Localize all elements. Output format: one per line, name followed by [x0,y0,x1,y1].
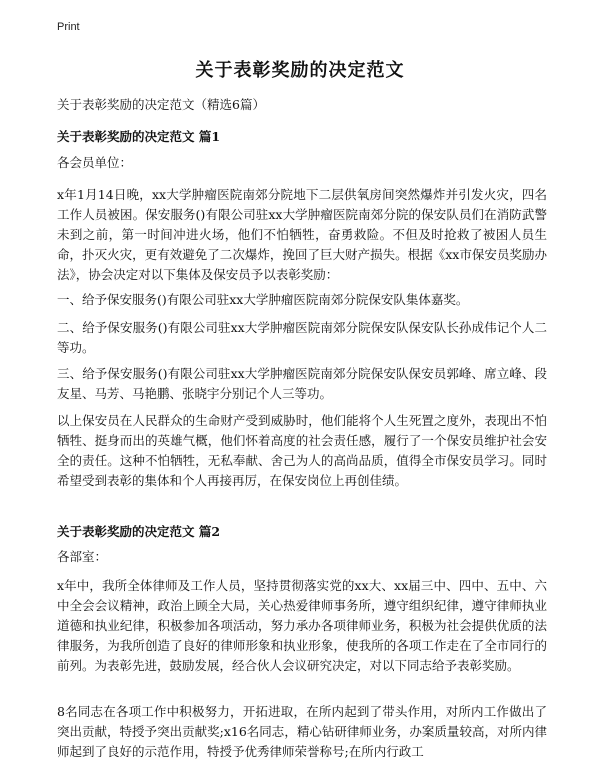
paragraph: x年中，我所全体律师及工作人员，坚持贯彻落实党的xx大、xx届三中、四中、五中、六中全会会议精神，政治上顾全大局，关心热爱律师事务所，遵守组织纪律，遵守律师执业道德和执业纪律，积极参加各项活动，努力承办各项律师业务，积极为社会提供优质的法律服务，为我所创造了良好的律师形象和执业形象，使我所的各项工作走在了全市同行的前列。为表彰先进，鼓励发展，经合伙人会议研究决定，对以下同志给予表彰奖励。 [57,578,547,673]
page-title: 关于表彰奖励的决定范文 [195,60,405,81]
paragraph: 一、给予保安服务()有限公司驻xx大学肿瘤医院南郊分院保安队集体嘉奖。 [57,292,469,307]
section-heading-1: 关于表彰奖励的决定范文 篇1 [57,129,221,144]
print-label[interactable]: Print [57,21,80,33]
paragraph: 8名同志在各项工作中积极努力，开拓进取，在所内起到了带头作用，对所内工作做出了突出贡献，特授予突出贡献奖;x16名同志，精心钻研律师业务，办案质量较高，对所内律师起到了良好的示范作用，特授予优秀律师荣誉称号;在所内行政工 [57,704,547,759]
subtitle: 关于表彰奖励的决定范文（精选6篇） [57,97,265,112]
salutation-1: 各会员单位： [57,155,133,170]
section-heading-2: 关于表彰奖励的决定范文 篇2 [57,524,221,539]
paragraph: 三、给予保安服务()有限公司驻xx大学肿瘤医院南郊分院保安队保安员郭峰、席立峰、段友星、马芳、马艳鹏、张晓宇分别记个人三等功。 [57,366,547,401]
paragraph: 以上保安员在人民群众的生命财产受到威胁时，他们能将个人生死置之度外，表现出不怕牺牲、挺身而出的英雄气概，他们怀着高度的社会责任感，履行了一个保安员维护社会安全的责任。这种不怕牺牲，无私奉献、舍己为人的高尚品质，值得全市保安员学习。同时希望受到表彰的集体和个人再接再厉，在保安岗位上再创佳绩。 [57,413,547,488]
paragraph: 二、给予保安服务()有限公司驻xx大学肿瘤医院南郊分院保安队保安队长孙成伟记个人二等功。 [57,320,547,355]
paragraph: x年1月14日晚，xx大学肿瘤医院南郊分院地下二层供氧房间突然爆炸并引发火灾，四名工作人员被困。保安服务()有限公司驻xx大学肿瘤医院南郊分院的保安队员们在消防武警未到之前，第一时间冲进火场，他们不怕牺牲，奋勇救险。不但及时抢救了被困人员生命，扑灭火灾，更有效避免了二次爆炸，挽回了巨大财产损失。根据《xx市保安员奖励办法》，协会决定对以下集体及保安员予以表彰奖励： [57,187,547,282]
salutation-2: 各部室： [57,549,108,564]
